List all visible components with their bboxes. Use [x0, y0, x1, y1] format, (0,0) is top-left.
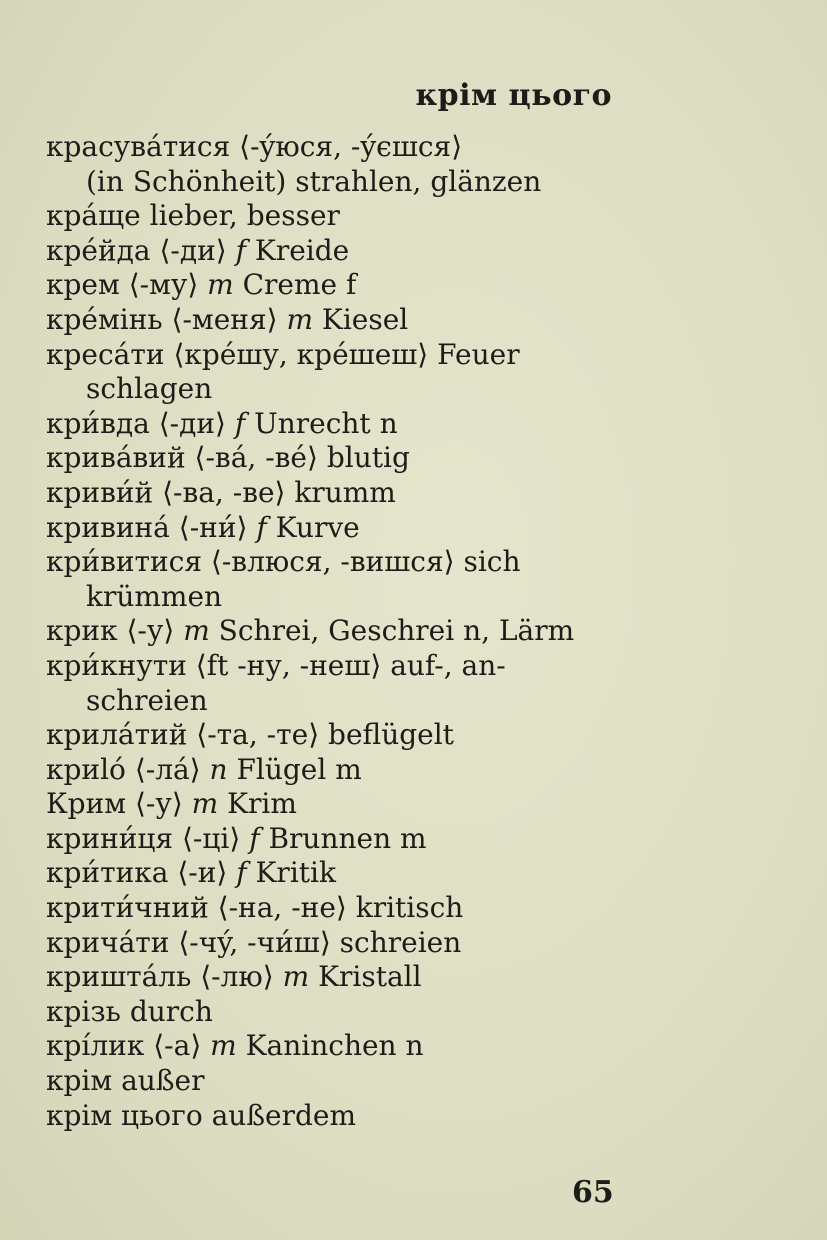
translation: Kiesel — [321, 302, 409, 336]
dictionary-entry — [46, 753, 611, 788]
inflection: ⟨-ди⟩ — [158, 406, 226, 440]
translation: Kristall — [318, 960, 422, 994]
dictionary-entry — [46, 1029, 611, 1064]
translation: Schrei, Geschrei n, Lärm — [218, 614, 575, 648]
gender-label: m — [282, 960, 310, 994]
running-head: крім цього — [415, 78, 612, 113]
translation: Unrecht n — [254, 406, 398, 440]
gender-label: m — [191, 787, 219, 821]
headword: кри́вда — [46, 406, 150, 440]
headword: криви́й — [46, 475, 154, 509]
inflection: ⟨-ва, -ве⟩ — [162, 475, 286, 509]
headword: крилáтий — [46, 718, 188, 752]
translation: Feuer — [437, 337, 520, 371]
translation: schreien — [339, 925, 462, 959]
dictionary-entry — [46, 787, 611, 822]
dictionary-entry — [46, 476, 611, 511]
translation: sich — [463, 545, 521, 579]
inflection: ⟨ft -ну, -неш⟩ — [195, 648, 382, 682]
dictionary-entry — [46, 407, 611, 442]
translation: Kaninchen n — [245, 1029, 424, 1063]
dictionary-entry — [46, 130, 611, 199]
headword: кривáвий — [46, 441, 186, 475]
dictionary-entry — [46, 268, 611, 303]
dictionary-entry — [46, 511, 611, 546]
headword: крини́ця — [46, 821, 174, 855]
headword: кривинá — [46, 510, 170, 544]
translation: Kritik — [255, 856, 336, 890]
headword: Крим — [46, 787, 127, 821]
translation: außerdem — [211, 1098, 357, 1132]
dictionary-entry — [46, 1064, 611, 1099]
dictionary-entry — [46, 545, 611, 614]
headword: крити́чний — [46, 891, 209, 925]
continuation-line: schlagen — [86, 372, 213, 406]
continuation-line: schreien — [86, 683, 208, 717]
headword: кресáти — [46, 337, 165, 371]
translation: Flügel m — [236, 752, 362, 786]
translation: Kreide — [254, 233, 350, 267]
inflection: ⟨-чý, -чи́ш⟩ — [178, 925, 331, 959]
dictionary-entry — [46, 338, 611, 407]
entry-list — [46, 130, 611, 1133]
headword: кри́тика — [46, 856, 169, 890]
inflection: ⟨-та, -те⟩ — [196, 718, 320, 752]
headword: кри́кнути — [46, 648, 187, 682]
gender-label: m — [286, 302, 313, 336]
headword: кре́йда — [46, 233, 151, 267]
inflection: ⟨-и⟩ — [177, 856, 228, 890]
translation: Krim — [227, 787, 297, 821]
headword: крíлик — [46, 1029, 145, 1063]
translation: außer — [121, 1064, 205, 1098]
gender-label: f — [249, 821, 260, 855]
translation: Brunnen m — [268, 821, 427, 855]
gender-label: n — [209, 752, 228, 786]
page-number: 65 — [572, 1175, 614, 1210]
translation: lieber, besser — [149, 199, 340, 233]
dictionary-entry — [46, 822, 611, 857]
dictionary-entry — [46, 614, 611, 649]
dictionary-entry — [46, 995, 611, 1030]
dictionary-entry — [46, 926, 611, 961]
continuation-line: krümmen — [86, 579, 223, 613]
dictionary-entry — [46, 960, 611, 995]
inflection: ⟨-вá, -ве́⟩ — [194, 441, 318, 475]
inflection: ⟨-лá⟩ — [134, 752, 201, 786]
dictionary-entry — [46, 303, 611, 338]
translation: krumm — [294, 475, 396, 509]
inflection: ⟨-у⟩ — [134, 787, 183, 821]
headword: криló — [46, 752, 126, 786]
translation: Kurve — [275, 510, 360, 544]
dictionary-entry — [46, 441, 611, 476]
dictionary-entry — [46, 199, 611, 234]
headword: крізь — [46, 994, 121, 1028]
inflection: ⟨-ни́⟩ — [178, 510, 248, 544]
inflection: ⟨-ди⟩ — [159, 233, 227, 267]
headword: криштáль — [46, 960, 192, 994]
translation: durch — [129, 994, 213, 1028]
gender-label: m — [210, 1029, 237, 1063]
inflection: ⟨-ці⟩ — [182, 821, 241, 855]
headword: кричáти — [46, 925, 170, 959]
gender-label: f — [234, 406, 246, 440]
dictionary-entry — [46, 856, 611, 891]
inflection: ⟨-меня⟩ — [171, 302, 278, 336]
gender-label: f — [235, 233, 246, 267]
headword: крем — [46, 268, 120, 302]
gender-label: m — [207, 268, 234, 302]
translation: kritisch — [355, 891, 464, 925]
headword: крик — [46, 614, 118, 648]
dictionary-entry — [46, 891, 611, 926]
inflection: ⟨кре́шу, кре́шеш⟩ — [173, 337, 429, 371]
headword: кри́витися — [46, 545, 203, 579]
inflection: ⟨-а⟩ — [153, 1029, 202, 1063]
gender-label: m — [183, 614, 210, 648]
inflection: ⟨-ýюся, -ýєшся⟩ — [239, 130, 463, 163]
translation: beflügelt — [328, 718, 454, 752]
headword: крім — [46, 1064, 113, 1098]
headword: крáще — [46, 199, 141, 233]
gender-label: f — [236, 856, 247, 890]
continuation-line: (in Schönheit) strahlen, glänzen — [86, 164, 542, 198]
headword: кре́мінь — [46, 302, 163, 336]
gender-label: f — [256, 510, 267, 544]
inflection: ⟨-му⟩ — [128, 268, 199, 302]
inflection: ⟨-у⟩ — [126, 614, 175, 648]
translation: auf-, an- — [390, 648, 506, 682]
inflection: ⟨-лю⟩ — [200, 960, 274, 994]
dictionary-entry — [46, 1099, 611, 1134]
dictionary-entry — [46, 234, 611, 269]
translation: Creme f — [242, 268, 357, 302]
dictionary-entry — [46, 718, 611, 753]
dictionary-entry — [46, 649, 611, 718]
translation: blutig — [326, 441, 410, 475]
inflection: ⟨-влюся, -вишся⟩ — [210, 545, 455, 579]
headword: крім цього — [46, 1098, 203, 1132]
inflection: ⟨-на, -не⟩ — [217, 891, 347, 925]
headword: красувáтися — [46, 130, 231, 163]
